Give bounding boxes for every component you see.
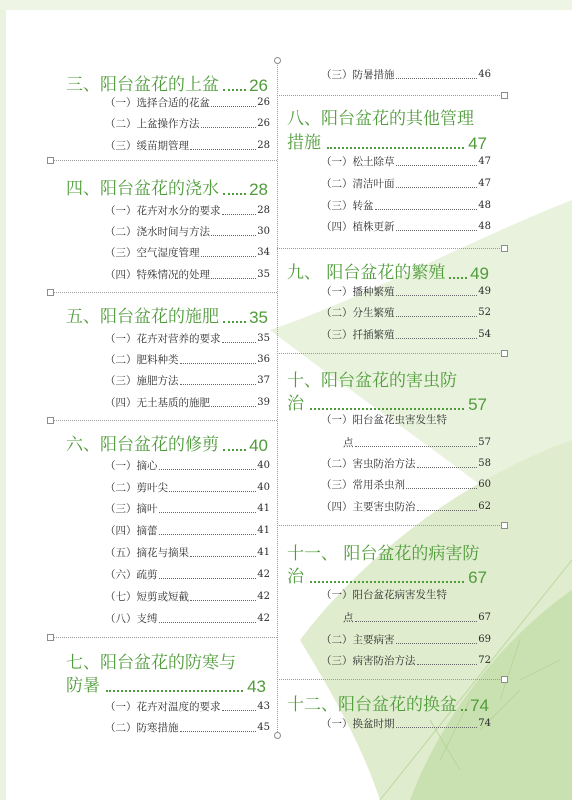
- section-heading[interactable]: [66, 306, 268, 329]
- section-page-number: 28: [249, 180, 268, 199]
- toc-entry[interactable]: [321, 199, 491, 213]
- toc-entry[interactable]: [105, 117, 270, 131]
- toc-entry[interactable]: [105, 481, 270, 495]
- toc-entry-page: 26: [257, 118, 270, 129]
- toc-entry[interactable]: [321, 588, 491, 602]
- toc-entry-label: （四）特殊情况的处理: [105, 269, 210, 281]
- toc-entry-label: （一）阳台盆花病害发生特: [321, 589, 447, 601]
- section-title: 五、阳台盆花的施肥: [66, 307, 219, 327]
- toc-entry[interactable]: [321, 285, 491, 299]
- toc-leader-dots: [396, 78, 478, 79]
- toc-entry[interactable]: [105, 225, 270, 239]
- section-title-line1: 八、阳台盆花的其他管理: [287, 109, 474, 129]
- toc-entry-label: 点: [343, 612, 354, 624]
- section-separator: [277, 679, 504, 680]
- section-page-number: 67: [468, 568, 487, 587]
- toc-entry-page: 35: [257, 269, 270, 280]
- toc-leader-dots: [396, 165, 478, 166]
- toc-entry-label: （一）花卉对温度的要求: [105, 701, 221, 713]
- section-title-line2: 防暑: [66, 676, 100, 696]
- toc-leader-dots: [396, 316, 478, 317]
- section-page-number: 47: [468, 134, 487, 153]
- toc-leader-dots: [159, 512, 257, 513]
- separator-marker: [501, 92, 508, 99]
- separator-marker: [501, 350, 508, 357]
- toc-entry-label: （三）摘叶: [105, 503, 158, 515]
- toc-entry-page: 67: [478, 612, 491, 623]
- toc-entry[interactable]: [105, 546, 270, 560]
- toc-entry[interactable]: [105, 374, 270, 388]
- toc-entry-label: （三）扦插繁殖: [321, 329, 395, 341]
- toc-entry-label: （一）花卉对水分的要求: [105, 205, 221, 217]
- toc-entry[interactable]: [321, 633, 491, 647]
- toc-entry-label: （二）肥料种类: [105, 354, 179, 366]
- section-heading-continued[interactable]: [287, 566, 487, 589]
- toc-entry-label: （四）无土基质的施肥: [105, 397, 210, 409]
- section-page-number: 74: [470, 696, 489, 715]
- toc-leader-dots: [211, 406, 256, 407]
- toc-entry-page: 34: [257, 247, 270, 258]
- toc-entry[interactable]: [105, 332, 270, 346]
- toc-entry[interactable]: [105, 721, 270, 735]
- section-page-number: 26: [249, 76, 268, 95]
- toc-entry-label: （一）花卉对营养的要求: [105, 333, 221, 345]
- toc-entry-label: （四）摘蕾: [105, 525, 158, 537]
- toc-entry-page: 41: [257, 503, 270, 514]
- toc-entry-label: （一）摘心: [105, 460, 158, 472]
- toc-leader-dots: [355, 446, 478, 447]
- toc-entry-page: 41: [257, 547, 270, 558]
- toc-entry-label: （三）空气湿度管理: [105, 247, 200, 259]
- toc-entry-page: 47: [478, 156, 491, 167]
- toc-leader-dots: [396, 338, 478, 339]
- toc-leader-dots: [190, 600, 256, 601]
- toc-entry[interactable]: [321, 457, 491, 471]
- toc-entry-page: 46: [478, 69, 491, 80]
- toc-entry[interactable]: [321, 306, 491, 320]
- section-heading[interactable]: [287, 370, 487, 393]
- toc-entry-label: （二）防寒措施: [105, 722, 179, 734]
- section-separator: [277, 248, 504, 249]
- toc-entry-page: 30: [257, 226, 270, 237]
- toc-leader-dots: [211, 235, 256, 236]
- section-heading[interactable]: [66, 434, 268, 457]
- toc-leader-dots: [417, 510, 478, 511]
- section-heading[interactable]: [287, 543, 487, 566]
- toc-entry-label: （二）分生繁殖: [321, 307, 395, 319]
- toc-entry[interactable]: [321, 328, 491, 342]
- toc-entry-label: （三）缓苗期管理: [105, 140, 189, 152]
- section-title: 三、阳台盆花的上盆: [66, 75, 219, 95]
- section-separator: [50, 637, 277, 638]
- toc-entry-page: 37: [257, 375, 270, 386]
- toc-leader-dots: [417, 467, 478, 468]
- toc-entry-page: 72: [478, 655, 491, 666]
- section-separator: [277, 525, 504, 526]
- toc-entry-page: 48: [478, 200, 491, 211]
- toc-entry[interactable]: [105, 700, 270, 714]
- separator-marker: [47, 634, 54, 641]
- section-title-line1: 十、阳台盆花的害虫防: [287, 371, 457, 391]
- toc-entry[interactable]: [105, 590, 270, 604]
- toc-entry-page: 49: [478, 286, 491, 297]
- toc-leader-dots: [180, 384, 257, 385]
- toc-entry[interactable]: [321, 717, 491, 731]
- toc-entry-page: 42: [257, 591, 270, 602]
- toc-entry-page: 42: [257, 613, 270, 624]
- section-page-number: 57: [468, 395, 487, 414]
- toc-entry[interactable]: [321, 478, 491, 492]
- toc-entry-label: （四）植株更新: [321, 221, 395, 233]
- toc-leader-dots: [417, 664, 478, 665]
- toc-leader-dots: [190, 149, 256, 150]
- section-title-line2: 治: [287, 567, 304, 587]
- section-title: 四、阳台盆花的浇水: [66, 179, 219, 199]
- toc-entry-label: （四）主要害虫防治: [321, 501, 416, 513]
- toc-entry-label: （一）松土除草: [321, 156, 395, 168]
- toc-entry-label: （一）阳台盆花虫害发生特: [321, 414, 447, 426]
- toc-entry-page: 40: [257, 482, 270, 493]
- toc-entry-label: （六）疏剪: [105, 569, 158, 581]
- toc-entry[interactable]: [321, 654, 491, 668]
- toc-entry-page: 40: [257, 460, 270, 471]
- toc-leader-dots: [396, 295, 478, 296]
- section-page-number: 35: [249, 308, 268, 327]
- section-heading[interactable]: [66, 652, 270, 675]
- toc-leader-dots: [159, 469, 257, 470]
- toc-leader-dots: [159, 622, 257, 623]
- toc-leader-dots: [375, 209, 478, 210]
- section-separator: [50, 160, 277, 161]
- toc-entry-label: （二）主要病害: [321, 634, 395, 646]
- toc-leader-dots: [211, 106, 256, 107]
- toc-leader-dots: [355, 621, 478, 622]
- section-title-line2: 治: [287, 394, 304, 414]
- toc-entry[interactable]: [343, 436, 491, 450]
- toc-entry[interactable]: [105, 353, 270, 367]
- toc-entry-page: 47: [478, 178, 491, 189]
- section-title-line1: 七、阳台盆花的防寒与: [66, 653, 236, 673]
- toc-entry-page: 36: [257, 354, 270, 365]
- toc-entry-label: （五）摘花与摘果: [105, 547, 189, 559]
- separator-marker: [501, 676, 508, 683]
- section-title: 九、 阳台盆花的繁殖: [287, 263, 446, 283]
- section-separator: [50, 420, 277, 421]
- toc-entry-page: 39: [257, 397, 270, 408]
- toc-entry[interactable]: [105, 396, 270, 410]
- toc-entry[interactable]: [321, 177, 491, 191]
- toc-entry[interactable]: [105, 268, 270, 282]
- divider-top-marker: [274, 57, 281, 64]
- toc-leader-dots: [222, 214, 257, 215]
- toc-entry-page: 28: [257, 140, 270, 151]
- toc-entry-label: （二）上盆操作方法: [105, 118, 200, 130]
- toc-leader-dots: [201, 127, 257, 128]
- section-heading[interactable]: [66, 178, 268, 201]
- toc-leader-dots: [396, 727, 478, 728]
- toc-entry[interactable]: [105, 204, 270, 218]
- toc-leader-dots: [180, 363, 257, 364]
- section-title: 十二、阳台盆花的换盆: [287, 695, 457, 715]
- toc-entry-page: 43: [257, 701, 270, 712]
- section-page-number: 49: [470, 264, 489, 283]
- toc-entry-label: （二）浇水时间与方法: [105, 226, 210, 238]
- section-separator: [50, 292, 277, 293]
- toc-leader-dots: [201, 256, 257, 257]
- toc-entry-page: 57: [478, 437, 491, 448]
- toc-entry-page: 69: [478, 634, 491, 645]
- section-heading-continued[interactable]: [66, 675, 266, 698]
- toc-entry-label: （八）支缚: [105, 613, 158, 625]
- toc-entry-label: （三）防暑措施: [321, 69, 395, 81]
- toc-entry[interactable]: [105, 139, 270, 153]
- section-page-number: 43: [247, 677, 266, 696]
- separator-marker: [47, 157, 54, 164]
- toc-entry-label: （三）转盆: [321, 200, 374, 212]
- toc-leader-dots: [222, 342, 257, 343]
- divider-bottom-marker: [274, 732, 281, 739]
- toc-leader-dots: [396, 187, 478, 188]
- toc-entry[interactable]: [321, 155, 491, 169]
- toc-entry-page: 54: [478, 329, 491, 340]
- toc-entry-label: （七）短剪或短截: [105, 591, 189, 603]
- toc-leader-dots: [222, 710, 257, 711]
- section-title: 六、阳台盆花的修剪: [66, 435, 219, 455]
- section-separator: [277, 353, 504, 354]
- toc-leader-dots: [190, 556, 256, 557]
- toc-leader-dots: [180, 731, 257, 732]
- toc-entry[interactable]: [321, 500, 491, 514]
- section-heading[interactable]: [287, 694, 489, 717]
- toc-entry-label: （三）常用杀虫剂: [321, 479, 405, 491]
- toc-entry-label: （一）换盆时期: [321, 718, 395, 730]
- section-heading[interactable]: [66, 74, 268, 97]
- toc-leader-dots: [159, 534, 257, 535]
- toc-entry[interactable]: [105, 612, 270, 626]
- section-heading[interactable]: [287, 108, 487, 131]
- separator-marker: [47, 417, 54, 424]
- separator-marker: [47, 289, 54, 296]
- separator-marker: [501, 522, 508, 529]
- toc-entry-page: 45: [257, 722, 270, 733]
- toc-leader-dots: [159, 578, 257, 579]
- toc-entry-label: （三）施肥方法: [105, 375, 179, 387]
- toc-entry[interactable]: [105, 459, 270, 473]
- section-separator: [277, 95, 504, 96]
- toc-leader-dots: [396, 230, 478, 231]
- toc-entry-page: 52: [478, 307, 491, 318]
- toc-entry[interactable]: [105, 524, 270, 538]
- toc-entry-label: （三）病害防治方法: [321, 655, 416, 667]
- toc-leader-dots: [396, 643, 478, 644]
- toc-entry-page: 74: [478, 718, 491, 729]
- toc-entry-label: （一）播种繁殖: [321, 286, 395, 298]
- toc-entry-label: （二）害虫防治方法: [321, 458, 416, 470]
- toc-entry-page: 41: [257, 525, 270, 536]
- toc-entry[interactable]: [343, 611, 491, 625]
- toc-entry[interactable]: [321, 220, 491, 234]
- toc-leader-dots: [406, 488, 477, 489]
- toc-entry-label: （二）清洁叶面: [321, 178, 395, 190]
- toc-entry-page: 48: [478, 221, 491, 232]
- toc-entry-page: 26: [257, 97, 270, 108]
- toc-leader-dots: [169, 491, 256, 492]
- section-title-line1: 十一、 阳台盆花的病害防: [287, 544, 480, 564]
- toc-leader-dots: [211, 278, 256, 279]
- toc-entry[interactable]: [105, 502, 270, 516]
- toc-entry[interactable]: [105, 96, 270, 110]
- toc-entry-page: 35: [257, 333, 270, 344]
- section-title-line2: 措施: [287, 133, 321, 153]
- toc-entry[interactable]: [105, 568, 270, 582]
- toc-entry-page: 42: [257, 569, 270, 580]
- section-heading-continued[interactable]: [287, 132, 487, 155]
- toc-entry-page: 62: [478, 501, 491, 512]
- toc-entry-label: 点: [343, 437, 354, 449]
- toc-entry-page: 60: [478, 479, 491, 490]
- toc-entry[interactable]: [321, 413, 491, 427]
- toc-entry-page: 28: [257, 205, 270, 216]
- toc-entry-label: （一）选择合适的花盆: [105, 97, 210, 109]
- separator-marker: [501, 245, 508, 252]
- toc-entry-label: （二）剪叶尖: [105, 482, 168, 494]
- toc-entry-page: 58: [478, 458, 491, 469]
- section-heading[interactable]: [287, 262, 489, 285]
- toc-entry[interactable]: [105, 246, 270, 260]
- section-page-number: 40: [249, 436, 268, 455]
- column-divider: [277, 60, 278, 736]
- toc-entry[interactable]: [321, 68, 491, 82]
